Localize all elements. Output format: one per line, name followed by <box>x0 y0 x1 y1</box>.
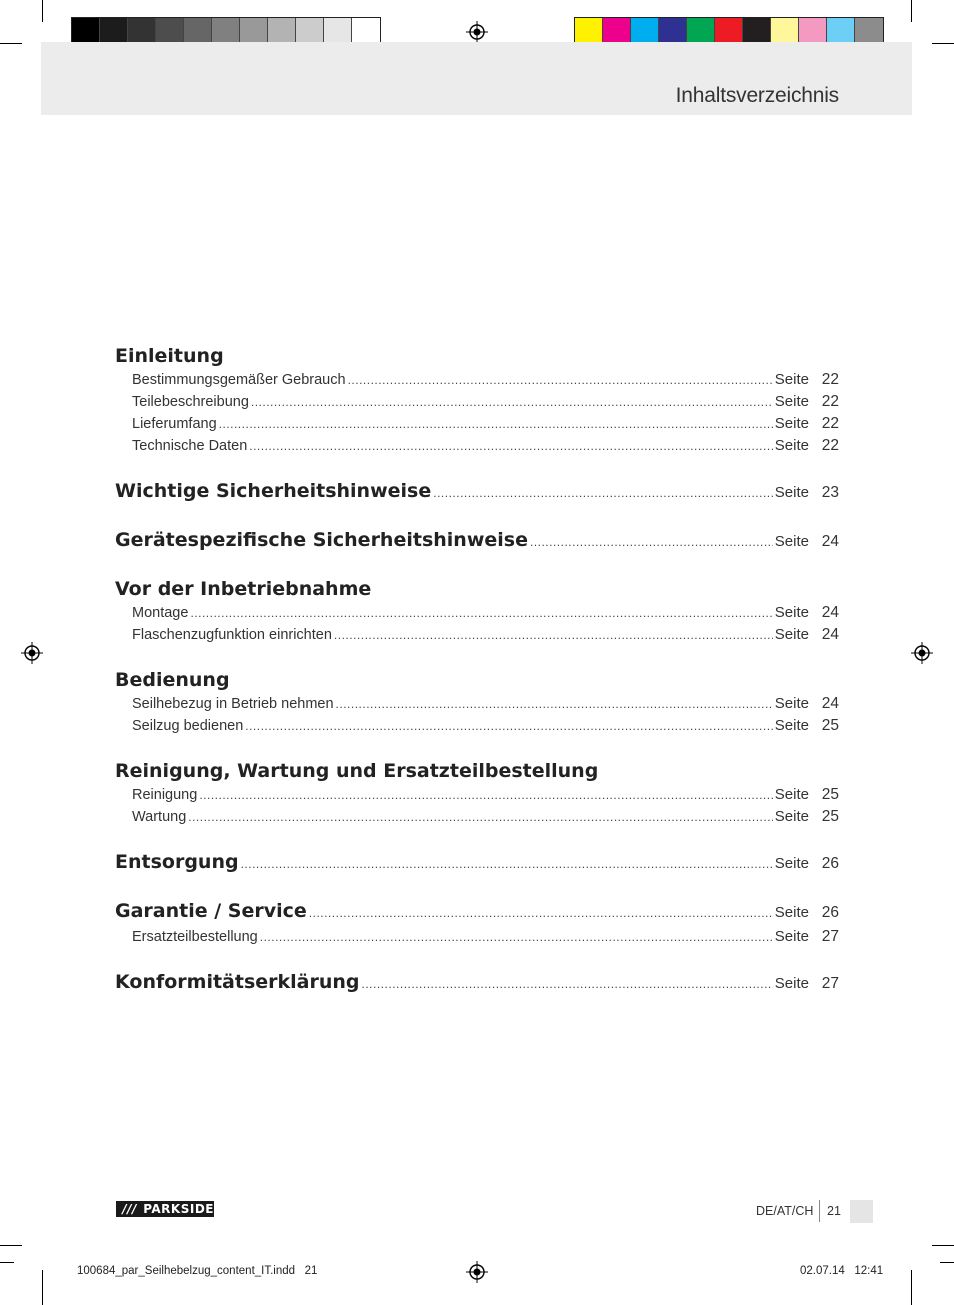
toc-item <box>115 435 839 457</box>
dot-leader <box>348 369 773 391</box>
logo-text: PARKSIDE <box>143 1202 214 1216</box>
toc-item <box>115 715 839 737</box>
toc-entry-label: Wichtige Sicherheitshinweise <box>115 480 432 502</box>
crop-mark <box>911 1270 912 1305</box>
toc-section <box>115 527 839 555</box>
toc-item <box>115 413 839 435</box>
dot-leader <box>530 529 773 555</box>
dot-leader <box>190 602 772 624</box>
dot-leader <box>362 971 773 997</box>
dot-leader <box>245 715 773 737</box>
crop-mark <box>0 1262 14 1263</box>
toc-item <box>115 784 839 806</box>
logo-slashes: /// <box>122 1202 137 1216</box>
toc-section-entry <box>115 527 839 555</box>
toc-page-number: 22 <box>821 437 839 454</box>
toc-page-number: 26 <box>821 855 839 872</box>
slug-date: 02.07.14 12:41 <box>800 1265 884 1277</box>
toc-page-number: 22 <box>821 371 839 388</box>
toc-entry-label: Gerätespezifische Sicherheitshinweise <box>115 529 528 551</box>
toc-section-title: Bedienung <box>115 669 230 691</box>
dot-leader <box>199 784 772 806</box>
toc-section-entry <box>115 969 839 997</box>
toc-page-number: 22 <box>821 393 839 410</box>
toc-section-title: Vor der Inbetriebnahme <box>115 578 372 600</box>
dot-leader <box>433 480 773 506</box>
dot-leader <box>251 391 773 413</box>
toc-page-number: 25 <box>821 808 839 825</box>
dot-leader <box>188 806 773 828</box>
toc-entry-label: Ersatzteilbestellung <box>132 929 258 945</box>
toc-page-word: Seite <box>774 904 809 921</box>
dot-leader <box>241 851 773 877</box>
crop-mark <box>42 0 43 22</box>
toc-entry-label: Konformitätserklärung <box>115 971 360 993</box>
toc-item <box>115 369 839 391</box>
toc-page-number: 25 <box>821 786 839 803</box>
toc-section-entry <box>115 898 839 926</box>
toc-item <box>115 926 839 948</box>
toc-item <box>115 391 839 413</box>
toc-page-number: 27 <box>821 975 839 992</box>
toc-page-number: 24 <box>821 626 839 643</box>
toc-page-number: 24 <box>821 695 839 712</box>
slug-filename: 100684_par_Seilhebelzug_content_IT.indd 21 <box>77 1265 318 1277</box>
toc-page-word: Seite <box>774 415 809 432</box>
dot-leader <box>249 435 773 457</box>
toc-page-word: Seite <box>774 393 809 410</box>
toc-page-word: Seite <box>774 533 809 550</box>
toc-entry-label: Seilhebezug in Betrieb nehmen <box>132 696 334 712</box>
crop-mark <box>940 1262 954 1263</box>
toc-item <box>115 693 839 715</box>
toc-page-word: Seite <box>774 437 809 454</box>
toc-page-number: 24 <box>821 604 839 621</box>
toc-entry-label: Reinigung <box>132 787 198 803</box>
parkside-logo <box>116 1201 214 1217</box>
toc-page-number: 22 <box>821 415 839 432</box>
registration-mark-icon <box>911 642 933 664</box>
toc-section <box>115 667 839 737</box>
toc-section-title: Reinigung, Wartung und Ersatzteilbestellung <box>115 760 599 782</box>
toc-item <box>115 624 839 646</box>
toc-page-number: 25 <box>821 717 839 734</box>
toc-entry-label: Bestimmungsgemäßer Gebrauch <box>132 372 346 388</box>
toc-entry-label: Wartung <box>132 809 187 825</box>
toc-entry-label: Montage <box>132 605 189 621</box>
toc-page-word: Seite <box>774 626 809 643</box>
table-of-contents <box>115 343 839 1018</box>
dot-leader <box>309 900 773 926</box>
toc-section <box>115 969 839 997</box>
toc-entry-label: Technische Daten <box>132 438 248 454</box>
toc-page-word: Seite <box>774 808 809 825</box>
toc-section <box>115 898 839 948</box>
dot-leader <box>219 413 773 435</box>
toc-page-word: Seite <box>774 484 809 501</box>
toc-entry-label: Lieferumfang <box>132 416 217 432</box>
toc-item <box>115 806 839 828</box>
toc-page-number: 23 <box>821 484 839 501</box>
crop-mark <box>911 0 912 22</box>
toc-page-word: Seite <box>774 717 809 734</box>
toc-section-entry <box>115 849 839 877</box>
toc-entry-label: Entsorgung <box>115 851 239 873</box>
toc-section <box>115 478 839 506</box>
crop-mark <box>0 1245 22 1246</box>
dot-leader <box>336 693 773 715</box>
toc-section-title: Einleitung <box>115 345 224 367</box>
toc-page-word: Seite <box>774 975 809 992</box>
registration-mark-icon <box>466 1261 488 1283</box>
crop-mark <box>932 1245 954 1246</box>
dot-leader <box>260 926 773 948</box>
toc-item <box>115 602 839 624</box>
toc-page-number: 24 <box>821 533 839 550</box>
crop-mark <box>0 43 22 44</box>
registration-mark-icon <box>21 642 43 664</box>
dot-leader <box>334 624 773 646</box>
toc-section <box>115 849 839 877</box>
registration-mark-icon <box>466 21 488 43</box>
crop-mark <box>932 43 954 44</box>
toc-entry-label: Flaschenzugfunktion einrichten <box>132 627 332 643</box>
toc-page-word: Seite <box>774 855 809 872</box>
footer-tab-box <box>850 1200 873 1223</box>
page-title: Inhaltsverzeichnis <box>675 84 839 107</box>
toc-page-word: Seite <box>774 928 809 945</box>
toc-page-number: 26 <box>821 904 839 921</box>
footer-locale: DE/AT/CH <box>756 1204 814 1218</box>
toc-section-entry <box>115 478 839 506</box>
footer-divider <box>819 1200 820 1222</box>
toc-page-word: Seite <box>774 604 809 621</box>
crop-mark <box>42 1270 43 1305</box>
toc-section <box>115 758 839 828</box>
toc-section <box>115 576 839 646</box>
toc-entry-label: Garantie / Service <box>115 900 307 922</box>
toc-entry-label: Seilzug bedienen <box>132 718 244 734</box>
toc-entry-label: Teilebeschreibung <box>132 394 249 410</box>
toc-page-word: Seite <box>774 371 809 388</box>
toc-section <box>115 343 839 457</box>
toc-page-word: Seite <box>774 786 809 803</box>
toc-page-number: 27 <box>821 928 839 945</box>
toc-page-word: Seite <box>774 695 809 712</box>
footer-page-number: 21 <box>827 1204 841 1218</box>
